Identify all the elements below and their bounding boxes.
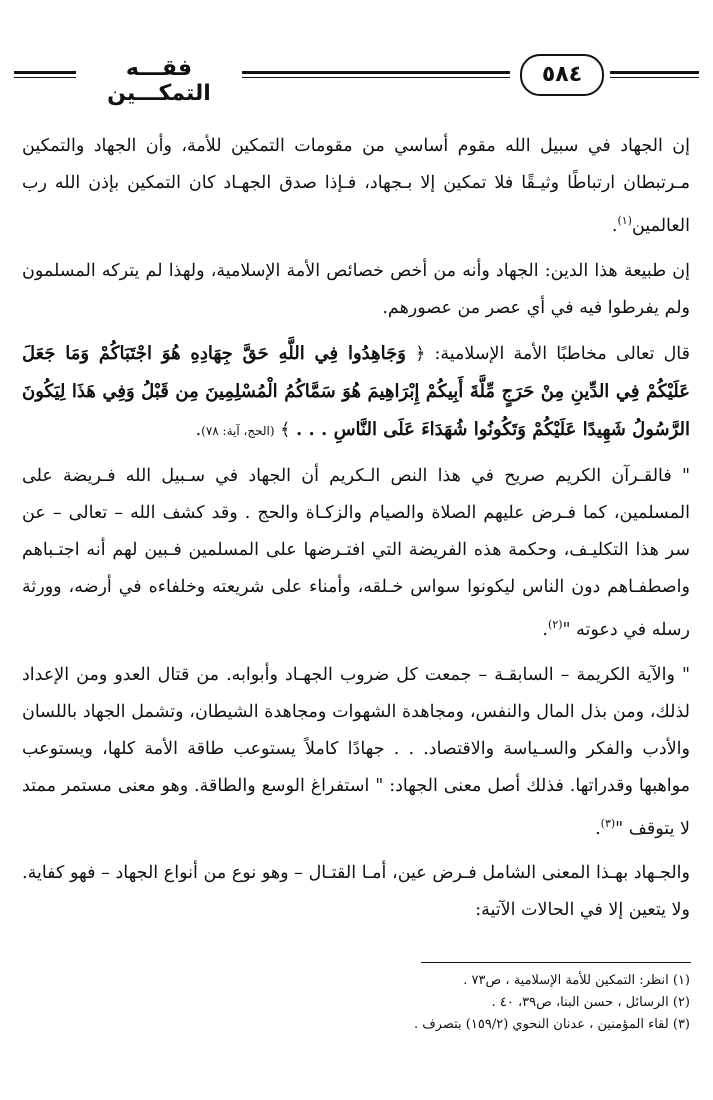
footnote-2: (٢) الرسائل ، حسن البنا، ص٣٩، ٤٠ . — [491, 995, 690, 1010]
paragraph-text: " فالقـرآن الكريم صريح في هذا النص الـكريم أن الجهاد في سـبيل الله فـريضة على المسلمين، كما فـرض عليهم الصلاة والصيام والزكـاة والحج . وقد كشف الله – تعالى – عن سر هذا التكليـف، وحكمة هذه الفريضة التي افتـرضها على المسلمين فـبين لهم أنه اجتـباهم واصطفـاهم دون الناس ليكونوا سواس خـلقه، وأمناء على شريعته وخلفاءه في أرضه، وورثة رسله في دعوته " — [22, 465, 690, 640]
verse-close: ﴾ — [280, 419, 291, 440]
paragraph-fard-ayn — [22, 855, 690, 929]
page-header — [14, 52, 699, 106]
paragraph-text: والجـهاد بهـذا المعنى الشامل فـرض عين، أمـا القتـال – وهو نوع من أنواع الجهاد – فهو كفاية. ولا يتعين إلا في الحالات الآتية: — [22, 863, 690, 921]
paragraph-text: " والآية الكريمة – السابقـة – جمعت كل ضروب الجهـاد وأبوابه. من قتال العدو ومن الإعداد لذلك، ومن بذل المال والنفس، ومجاهدة الشهوات ومجاهدة الشيطان، وتشمل الجهاد باللسان والأدب والفكر والسـياسة والاقتصاد. . . جهادًا كاملاً يستوعب طاقة الأمة كلها، ويستوعب مواهبها وقدراتها. فذلك أصل معنى الجهاد: " استفراغ الوسع والطاقة. وهو معنى مستمر ممتد لا يتوقف " — [22, 664, 690, 839]
paragraph-quran-explanation — [22, 458, 690, 649]
paragraph-tail: . — [611, 215, 618, 236]
verse-intro: قال تعالى مخاطبًا الأمة الإسلامية: ﴿ — [415, 343, 690, 364]
paragraph-jihad-tamkin — [22, 128, 690, 245]
page-number: ٥٨٤ — [520, 54, 604, 96]
footnote-mark: (٢) — [547, 617, 563, 631]
quran-verse: وَجَاهِدُوا فِي اللَّهِ حَقَّ جِهَادِهِ هُوَ اجْتَبَاكُمْ وَمَا جَعَلَ عَلَيْكُمْ فِي الدِّينِ مِنْ حَرَجٍ مِّلَّةَ أَبِيكُمْ إِبْرَاهِيمَ هُوَ سَمَّاكُمُ الْمُسْلِمِينَ مِن قَبْلُ وَفِي هَذَا لِيَكُونَ الرَّسُولُ شَهِيدًا عَلَيْكُمْ وَتَكُونُوا شُهَدَاءَ عَلَى النَّاسِ . . . — [22, 342, 690, 440]
footnotes — [22, 970, 690, 1036]
paragraph-quran-verse — [22, 335, 690, 450]
paragraph-tail: . — [595, 818, 601, 839]
header-rule-middle — [242, 71, 510, 78]
footnote-1: (١) انظر: التمكين للأمة الإسلامية ، ص٧٣ . — [463, 973, 690, 988]
paragraph-nature-of-religion — [22, 253, 690, 327]
footnote-mark: (١) — [617, 214, 632, 227]
header-rule-left — [14, 71, 76, 78]
paragraph-text: إن طبيعة هذا الدين: الجهاد وأنه من أخص خصائص الأمة الإسلامية، ولهذا لم يتركه المسلمون ولم يفرطوا فيه في أي عصر من عصورهم. — [22, 260, 690, 318]
paragraph-types-of-jihad — [22, 657, 690, 848]
header-rule-right — [610, 71, 699, 78]
paragraph-tail: . — [195, 419, 202, 440]
running-title: فقـــه التمكـــين — [107, 56, 211, 106]
footnote-3: (٣) لقاء المؤمنين ، عدنان النحوي (١٥٩/٢) بتصرف . — [413, 1017, 690, 1032]
footnote-separator — [421, 962, 691, 963]
paragraph-tail: . — [542, 619, 548, 640]
main-text — [22, 128, 690, 937]
footnote-mark: (٣) — [600, 816, 616, 830]
paragraph-text: إن الجهاد في سبيل الله مقوم أساسي من مقومات التمكين للأمة، وأن الجهاد والتمكين مـرتبطان ارتباطًا وثيـقًا فلا تمكين إلا بـجهاد، فـإذا صدق الجهـاد كان التمكين بإذن الله رب العالمين — [22, 136, 690, 236]
verse-reference: (الحج، آية: ٧٨) — [201, 423, 275, 438]
